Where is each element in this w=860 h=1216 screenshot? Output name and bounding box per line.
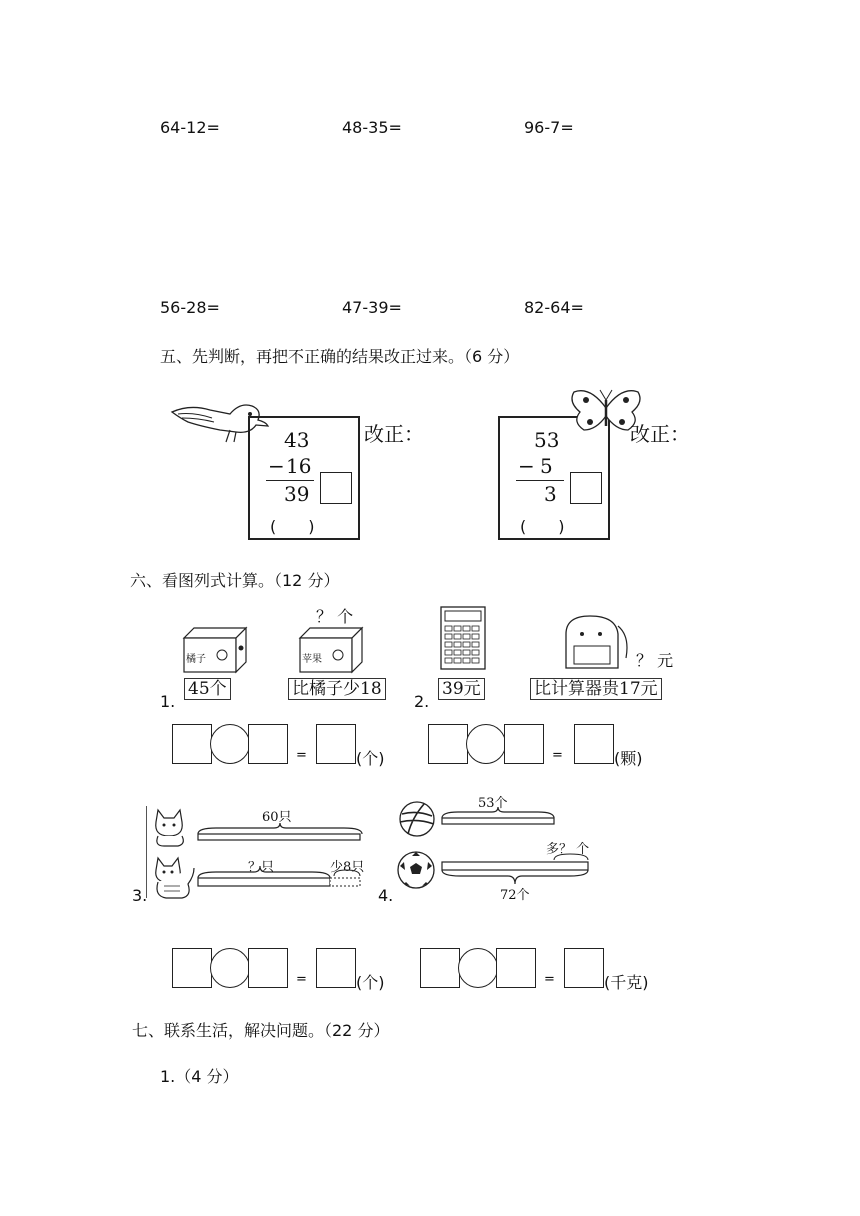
problem-2-bottom: 5	[540, 454, 553, 478]
q3-unit: (个)	[356, 973, 385, 992]
equation-2: 48-35=	[342, 118, 402, 137]
q2-result-box[interactable]	[574, 724, 614, 764]
q1-result-box[interactable]	[316, 724, 356, 764]
section-6-heading: 六、看图列式计算。（12 分）	[130, 571, 340, 590]
equation-1: 64-12=	[160, 118, 220, 137]
q4-bottom-label: 72个	[500, 888, 530, 903]
problem-1-correction-label: 改正：	[364, 422, 424, 446]
q4-equals: =	[544, 972, 555, 987]
calculator-icon	[440, 606, 486, 670]
q3-equals: =	[296, 972, 307, 987]
soccer-ball-icon	[396, 850, 436, 890]
backpack-caption: 比计算器贵17元	[530, 678, 662, 700]
q3-top-bar	[196, 822, 364, 842]
problem-2-top: 53	[534, 428, 560, 452]
q4-top-label: 53个	[478, 796, 508, 811]
problem-2-correction-label: 改正：	[630, 422, 690, 446]
q3-result-box[interactable]	[316, 948, 356, 988]
apple-caption: 比橘子少18	[288, 678, 386, 700]
calculator-price: 39元	[438, 678, 485, 700]
q2-answer-box-1[interactable]	[428, 724, 468, 764]
problem-1-check-box[interactable]	[320, 472, 352, 504]
backpack-icon	[560, 612, 630, 670]
q2-equals: =	[552, 748, 563, 763]
q1-answer-box-1[interactable]	[172, 724, 212, 764]
q4-number: 4.	[378, 886, 394, 905]
q4-answer-box-1[interactable]	[420, 948, 460, 988]
q1-number: 1.	[160, 692, 176, 711]
q3-top-label: 60只	[262, 810, 292, 825]
section-5-heading: 五、先判断，再把不正确的结果改正过来。（6 分）	[160, 347, 520, 366]
equation-3: 96-7=	[524, 118, 574, 137]
problem-2-minus: −	[518, 454, 535, 478]
q1-answer-box-2[interactable]	[248, 724, 288, 764]
q4-operator-circle[interactable]	[458, 948, 498, 988]
problem-1-top: 43	[284, 428, 310, 452]
problem-2-result: 3	[544, 482, 557, 506]
apple-question: ？ 个	[316, 607, 354, 626]
q3-number: 3.	[132, 886, 148, 905]
cat-1-icon	[148, 806, 190, 848]
q3-less-label: 少8只	[330, 860, 365, 875]
q2-operator-circle[interactable]	[466, 724, 506, 764]
q2-number: 2.	[414, 692, 430, 711]
equation-6: 82-64=	[524, 298, 584, 317]
q4-bottom-bar	[440, 852, 592, 886]
problem-1-bottom: 16	[286, 454, 312, 478]
equation-5: 47-39=	[342, 298, 402, 317]
problem-2-line	[516, 480, 564, 481]
q2-answer-box-2[interactable]	[504, 724, 544, 764]
q3-answer-box-2[interactable]	[248, 948, 288, 988]
problem-2-check-box[interactable]	[570, 472, 602, 504]
q2-unit: (颗)	[614, 749, 643, 768]
problem-2-paren: ( )	[520, 517, 565, 536]
section-7-question-1: 1.（4 分）	[160, 1067, 239, 1086]
q1-equals: =	[296, 748, 307, 763]
cat-2-icon	[150, 856, 196, 900]
equation-4: 56-28=	[160, 298, 220, 317]
q3-answer-box-1[interactable]	[172, 948, 212, 988]
q4-answer-box-2[interactable]	[496, 948, 536, 988]
q1-unit: (个)	[356, 749, 385, 768]
q4-more-label: 多？ 个	[546, 842, 590, 857]
problem-1-line	[266, 480, 314, 481]
problem-1-paren: ( )	[270, 517, 315, 536]
volleyball-icon	[398, 800, 436, 838]
orange-box-label: 橘子	[186, 654, 206, 665]
q4-unit: (千克)	[604, 973, 649, 992]
q3-bottom-bar	[196, 864, 364, 890]
problem-1-result: 39	[284, 482, 310, 506]
section-7-heading: 七、联系生活，解决问题。（22 分）	[132, 1021, 390, 1040]
q3-left-bracket	[146, 806, 147, 898]
backpack-question: ？ 元	[636, 651, 674, 670]
problem-1-minus: −	[268, 454, 285, 478]
q3-operator-circle[interactable]	[210, 948, 250, 988]
q3-bottom-label: ？只	[248, 860, 275, 875]
apple-box-label: 苹果	[302, 654, 322, 665]
orange-count: 45个	[184, 678, 231, 700]
q4-result-box[interactable]	[564, 948, 604, 988]
q4-top-bar	[440, 806, 558, 826]
q1-operator-circle[interactable]	[210, 724, 250, 764]
